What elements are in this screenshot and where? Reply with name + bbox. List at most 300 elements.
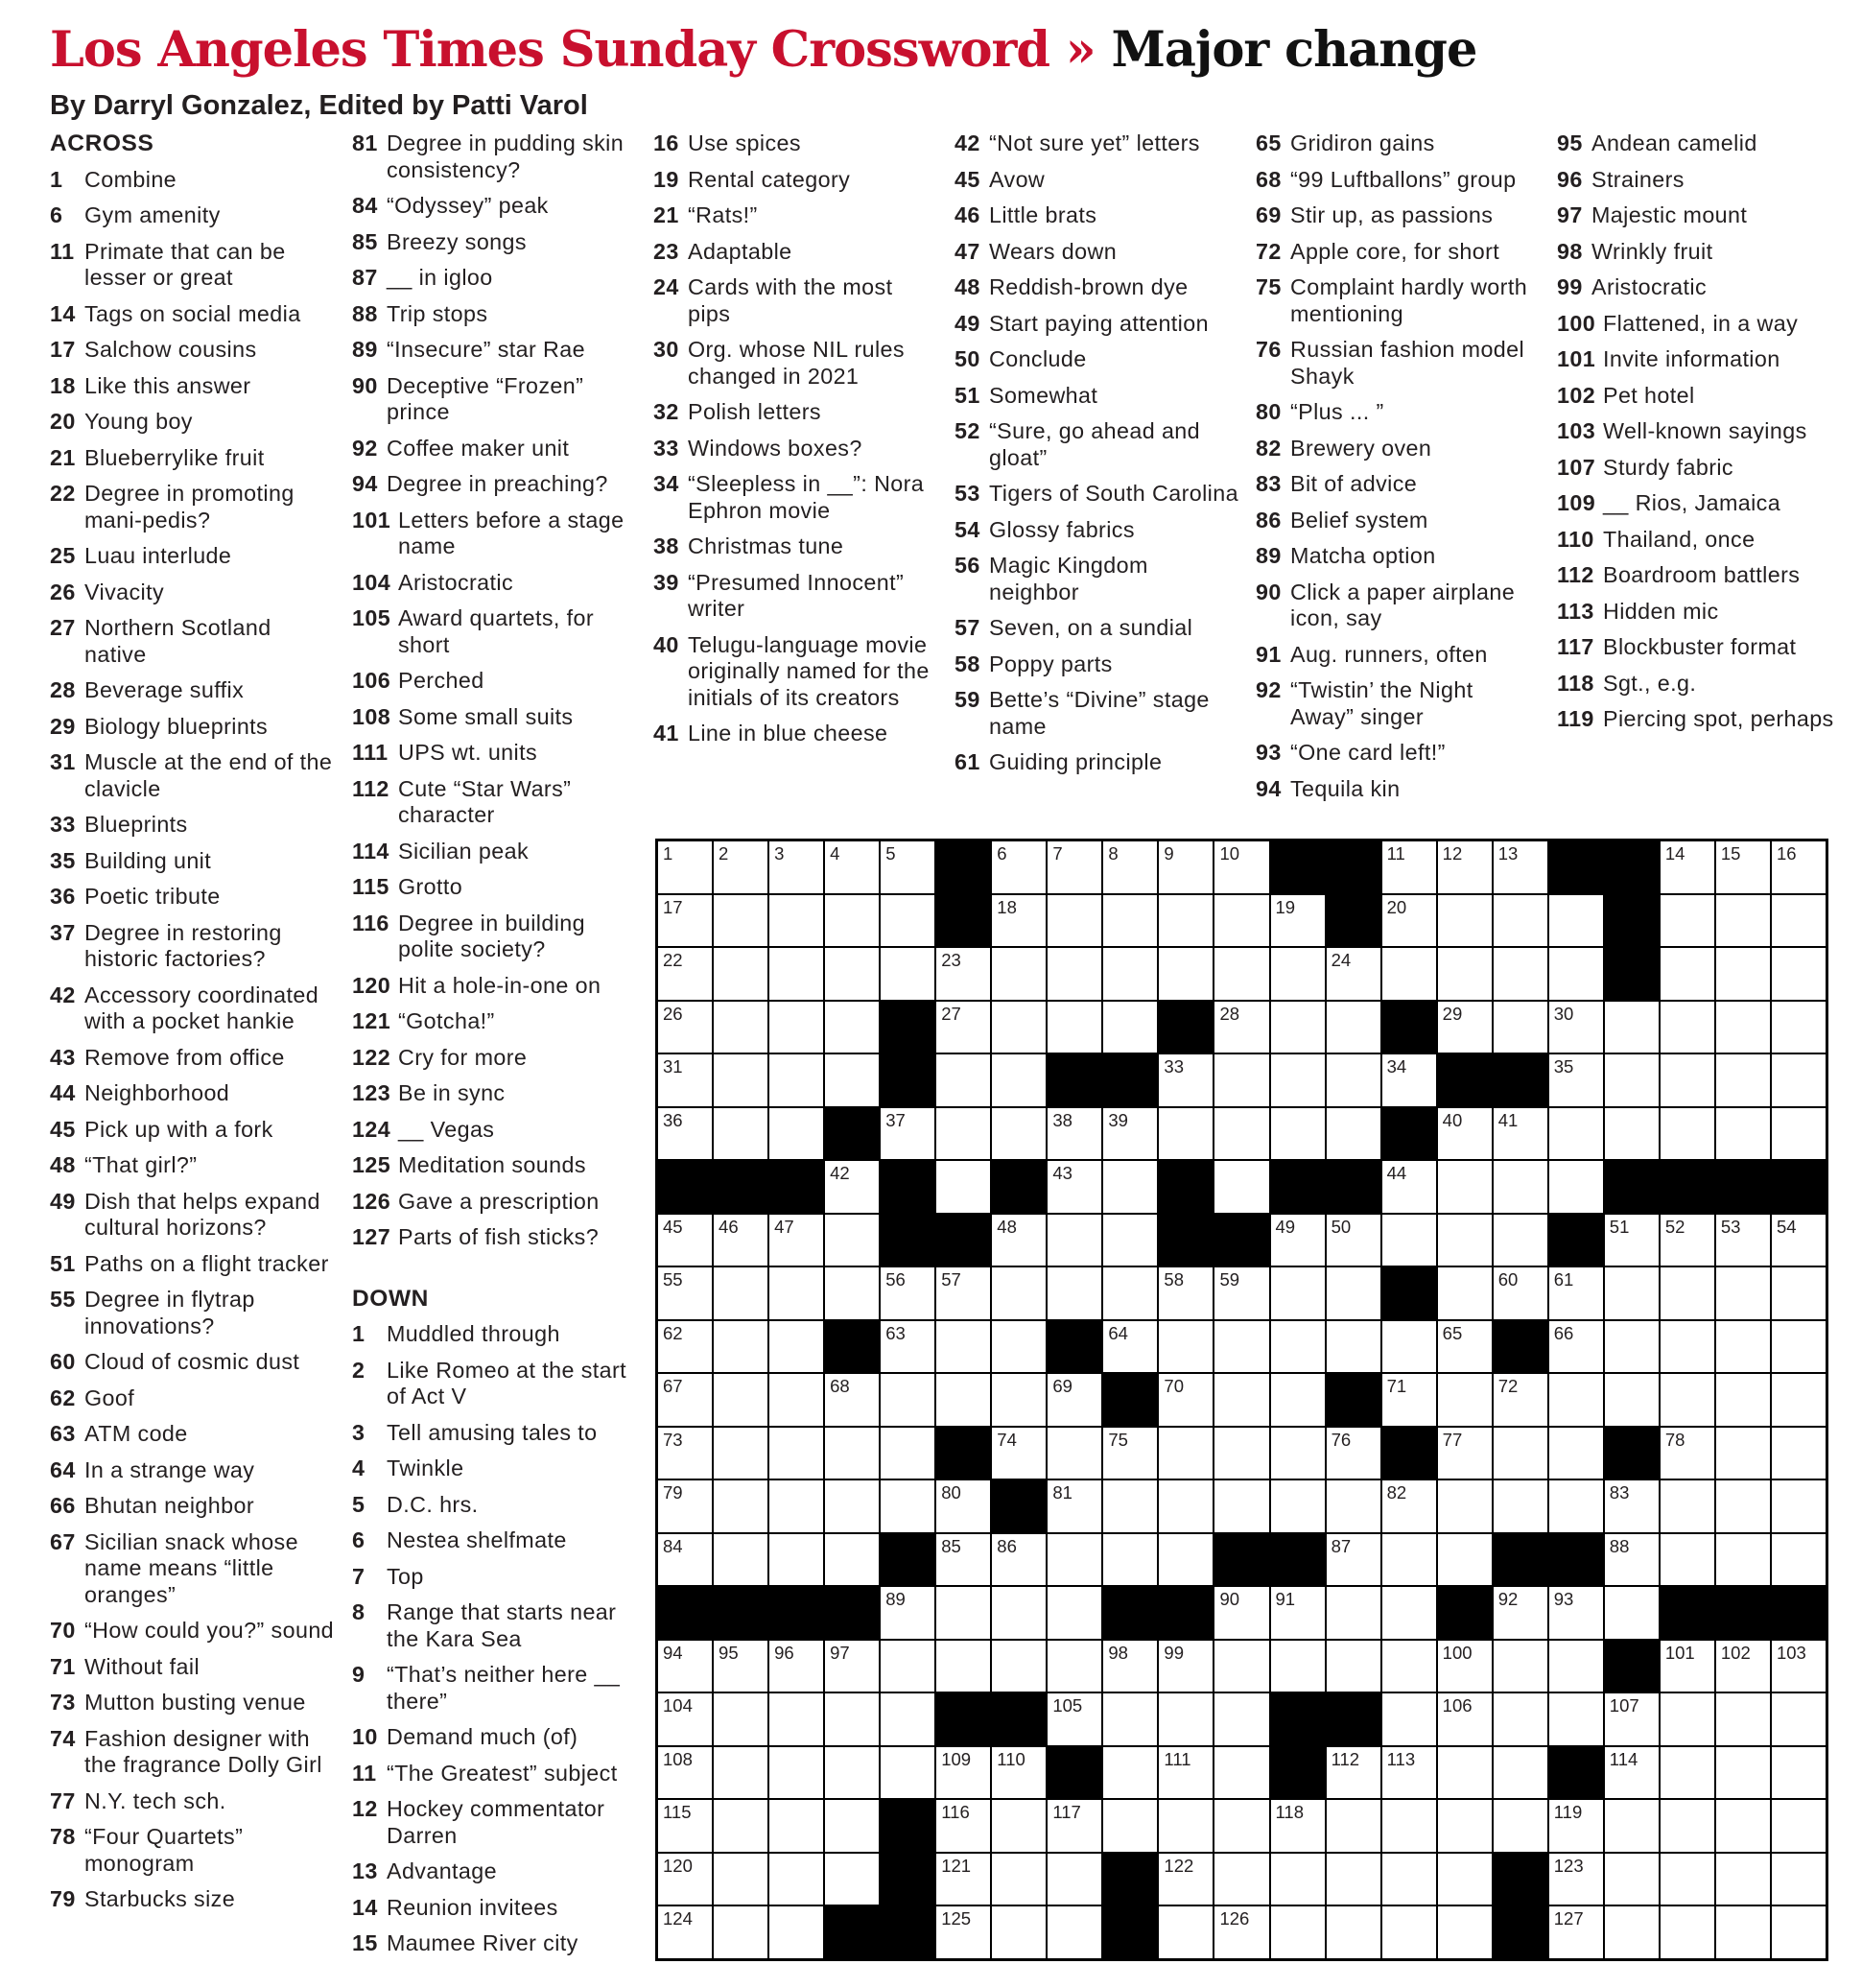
grid-cell[interactable] [658,1906,712,1958]
grid-cell[interactable] [1214,948,1268,1000]
grid-cell[interactable] [1048,1480,1101,1532]
grid-cell[interactable] [1327,1747,1380,1799]
grid-cell[interactable] [1716,1321,1770,1373]
grid-cell[interactable] [936,1161,990,1213]
grid-cell[interactable] [936,1108,990,1160]
grid-cell[interactable] [1103,1428,1157,1479]
grid-cell[interactable] [1048,1215,1101,1266]
grid-cell[interactable] [1605,1906,1659,1958]
grid-cell[interactable] [769,1002,823,1053]
grid-cell[interactable] [1772,948,1826,1000]
grid-cell[interactable] [992,948,1046,1000]
grid-cell[interactable] [1438,1854,1492,1905]
grid-cell[interactable] [825,1854,879,1905]
grid-cell[interactable] [936,1854,990,1905]
grid-cell[interactable] [1103,1321,1157,1373]
grid-cell[interactable] [992,1800,1046,1852]
grid-cell[interactable] [1716,1215,1770,1266]
grid-cell[interactable] [992,1641,1046,1692]
grid-cell[interactable] [881,1641,934,1692]
grid-cell[interactable] [1103,1215,1157,1266]
grid-cell[interactable] [1772,1800,1826,1852]
grid-cell[interactable] [936,1534,990,1586]
grid-cell[interactable] [936,1641,990,1692]
grid-cell[interactable] [1159,1534,1213,1586]
grid-cell[interactable] [992,1054,1046,1106]
grid-cell[interactable] [1159,1906,1213,1958]
grid-cell[interactable] [1103,895,1157,947]
grid-cell[interactable] [1382,1641,1436,1692]
grid-cell[interactable] [1271,1428,1325,1479]
grid-cell[interactable] [992,1747,1046,1799]
grid-cell[interactable] [1159,1747,1213,1799]
grid-cell[interactable] [1271,1002,1325,1053]
grid-cell[interactable] [714,1693,767,1745]
grid-cell[interactable] [658,1428,712,1479]
grid-cell[interactable] [1327,1428,1380,1479]
grid-cell[interactable] [1159,1321,1213,1373]
grid-cell[interactable] [1661,1321,1714,1373]
grid-cell[interactable] [1048,1267,1101,1319]
grid-cell[interactable] [714,1747,767,1799]
grid-cell[interactable] [1772,1267,1826,1319]
grid-cell[interactable] [658,1534,712,1586]
grid-cell[interactable] [714,1002,767,1053]
grid-cell[interactable] [1494,1267,1547,1319]
grid-cell[interactable] [1549,1108,1603,1160]
grid-cell[interactable] [1271,948,1325,1000]
grid-cell[interactable] [881,1108,934,1160]
grid-cell[interactable] [1438,1693,1492,1745]
grid-cell[interactable] [992,1267,1046,1319]
grid-cell[interactable] [1382,1587,1436,1639]
grid-cell[interactable] [1549,1374,1603,1426]
grid-cell[interactable] [1494,948,1547,1000]
grid-cell[interactable] [1382,841,1436,893]
grid-cell[interactable] [714,1321,767,1373]
grid-cell[interactable] [1772,1321,1826,1373]
grid-cell[interactable] [1327,1534,1380,1586]
grid-cell[interactable] [1327,1267,1380,1319]
grid-cell[interactable] [769,1906,823,1958]
grid-cell[interactable] [1772,895,1826,947]
grid-cell[interactable] [769,1428,823,1479]
grid-cell[interactable] [881,1587,934,1639]
grid-cell[interactable] [1772,1854,1826,1905]
grid-cell[interactable] [1661,1641,1714,1692]
grid-cell[interactable] [1271,1587,1325,1639]
grid-cell[interactable] [1661,841,1714,893]
grid-cell[interactable] [658,1215,712,1266]
grid-cell[interactable] [658,1747,712,1799]
grid-cell[interactable] [1605,1587,1659,1639]
grid-cell[interactable] [1048,1428,1101,1479]
grid-cell[interactable] [1048,895,1101,947]
grid-cell[interactable] [714,1906,767,1958]
grid-cell[interactable] [1438,1428,1492,1479]
grid-cell[interactable] [1549,1161,1603,1213]
grid-cell[interactable] [825,1641,879,1692]
grid-cell[interactable] [1438,1215,1492,1266]
grid-cell[interactable] [1382,1480,1436,1532]
grid-cell[interactable] [658,1693,712,1745]
grid-cell[interactable] [1159,948,1213,1000]
grid-cell[interactable] [1214,1747,1268,1799]
grid-cell[interactable] [714,1428,767,1479]
grid-cell[interactable] [1382,1534,1436,1586]
grid-cell[interactable] [936,1054,990,1106]
grid-cell[interactable] [1716,1800,1770,1852]
grid-cell[interactable] [1661,1534,1714,1586]
grid-cell[interactable] [1271,1854,1325,1905]
grid-cell[interactable] [1214,1267,1268,1319]
grid-cell[interactable] [1494,895,1547,947]
grid-cell[interactable] [1438,1480,1492,1532]
grid-cell[interactable] [1772,1054,1826,1106]
grid-cell[interactable] [1661,1854,1714,1905]
grid-cell[interactable] [658,1267,712,1319]
grid-cell[interactable] [658,1108,712,1160]
grid-cell[interactable] [1048,1906,1101,1958]
grid-cell[interactable] [1605,1534,1659,1586]
grid-cell[interactable] [714,1374,767,1426]
grid-cell[interactable] [658,1641,712,1692]
grid-cell[interactable] [1494,1374,1547,1426]
grid-cell[interactable] [769,1108,823,1160]
grid-cell[interactable] [1716,895,1770,947]
grid-cell[interactable] [1549,1641,1603,1692]
grid-cell[interactable] [1438,841,1492,893]
grid-cell[interactable] [1214,1002,1268,1053]
grid-cell[interactable] [1494,1587,1547,1639]
grid-cell[interactable] [936,1267,990,1319]
grid-cell[interactable] [769,1693,823,1745]
grid-cell[interactable] [1103,1693,1157,1745]
grid-cell[interactable] [1549,1906,1603,1958]
grid-cell[interactable] [1772,1693,1826,1745]
grid-cell[interactable] [658,1480,712,1532]
grid-cell[interactable] [1438,1108,1492,1160]
grid-cell[interactable] [769,1374,823,1426]
grid-cell[interactable] [769,948,823,1000]
grid-cell[interactable] [1214,1374,1268,1426]
grid-cell[interactable] [936,1587,990,1639]
grid-cell[interactable] [769,1534,823,1586]
grid-cell[interactable] [1382,1854,1436,1905]
grid-cell[interactable] [714,948,767,1000]
grid-cell[interactable] [1661,895,1714,947]
grid-cell[interactable] [1382,1747,1436,1799]
grid-cell[interactable] [936,1747,990,1799]
grid-cell[interactable] [1605,1215,1659,1266]
grid-cell[interactable] [1549,1693,1603,1745]
grid-cell[interactable] [1048,841,1101,893]
grid-cell[interactable] [1214,1161,1268,1213]
grid-cell[interactable] [1327,1587,1380,1639]
grid-cell[interactable] [1716,1480,1770,1532]
grid-cell[interactable] [825,1267,879,1319]
grid-cell[interactable] [1271,1800,1325,1852]
grid-cell[interactable] [1661,1002,1714,1053]
grid-cell[interactable] [1438,1161,1492,1213]
grid-cell[interactable] [1103,841,1157,893]
grid-cell[interactable] [1271,1108,1325,1160]
grid-cell[interactable] [1605,1854,1659,1905]
grid-cell[interactable] [1494,1108,1547,1160]
grid-cell[interactable] [1103,1747,1157,1799]
grid-cell[interactable] [825,895,879,947]
grid-cell[interactable] [825,1534,879,1586]
grid-cell[interactable] [881,1747,934,1799]
grid-cell[interactable] [1549,1800,1603,1852]
grid-cell[interactable] [1772,1906,1826,1958]
grid-cell[interactable] [1327,1854,1380,1905]
grid-cell[interactable] [1716,1747,1770,1799]
grid-cell[interactable] [1103,1480,1157,1532]
grid-cell[interactable] [881,1374,934,1426]
grid-cell[interactable] [1438,1641,1492,1692]
grid-cell[interactable] [1159,1108,1213,1160]
grid-cell[interactable] [1048,1534,1101,1586]
grid-cell[interactable] [1214,1854,1268,1905]
grid-cell[interactable] [1772,841,1826,893]
grid-cell[interactable] [769,1321,823,1373]
grid-cell[interactable] [1271,1321,1325,1373]
grid-cell[interactable] [881,895,934,947]
grid-cell[interactable] [1214,1800,1268,1852]
grid-cell[interactable] [1271,1641,1325,1692]
grid-cell[interactable] [1494,1161,1547,1213]
grid-cell[interactable] [1494,1747,1547,1799]
grid-cell[interactable] [1327,1054,1380,1106]
grid-cell[interactable] [1271,895,1325,947]
grid-cell[interactable] [1159,1374,1213,1426]
grid-cell[interactable] [992,1108,1046,1160]
grid-cell[interactable] [1605,1800,1659,1852]
grid-cell[interactable] [769,1480,823,1532]
grid-cell[interactable] [1549,1480,1603,1532]
grid-cell[interactable] [1327,1002,1380,1053]
grid-cell[interactable] [1438,1374,1492,1426]
grid-cell[interactable] [1214,1906,1268,1958]
grid-cell[interactable] [1214,1480,1268,1532]
grid-cell[interactable] [1382,1374,1436,1426]
grid-cell[interactable] [714,1215,767,1266]
grid-cell[interactable] [992,1906,1046,1958]
grid-cell[interactable] [714,1854,767,1905]
grid-cell[interactable] [769,1267,823,1319]
grid-cell[interactable] [1661,1428,1714,1479]
grid-cell[interactable] [825,1693,879,1745]
grid-cell[interactable] [1159,1693,1213,1745]
grid-cell[interactable] [1214,1321,1268,1373]
grid-cell[interactable] [769,1747,823,1799]
grid-cell[interactable] [1716,1108,1770,1160]
grid-cell[interactable] [1716,1641,1770,1692]
grid-cell[interactable] [936,1002,990,1053]
grid-cell[interactable] [1772,1428,1826,1479]
grid-cell[interactable] [1605,1321,1659,1373]
grid-cell[interactable] [1327,1108,1380,1160]
grid-cell[interactable] [1382,1161,1436,1213]
grid-cell[interactable] [658,1054,712,1106]
grid-cell[interactable] [992,1374,1046,1426]
grid-cell[interactable] [992,1587,1046,1639]
grid-cell[interactable] [658,1800,712,1852]
grid-cell[interactable] [1048,1002,1101,1053]
grid-cell[interactable] [1494,1002,1547,1053]
grid-cell[interactable] [1048,1854,1101,1905]
grid-cell[interactable] [1661,1906,1714,1958]
grid-cell[interactable] [1103,1002,1157,1053]
grid-cell[interactable] [1661,1267,1714,1319]
grid-cell[interactable] [1271,1054,1325,1106]
grid-cell[interactable] [1159,1800,1213,1852]
grid-cell[interactable] [769,1215,823,1266]
grid-cell[interactable] [1605,1747,1659,1799]
grid-cell[interactable] [992,1215,1046,1266]
grid-cell[interactable] [658,1321,712,1373]
grid-cell[interactable] [1271,1906,1325,1958]
grid-cell[interactable] [1438,948,1492,1000]
grid-cell[interactable] [1549,1854,1603,1905]
grid-cell[interactable] [1159,1428,1213,1479]
grid-cell[interactable] [714,1534,767,1586]
grid-cell[interactable] [936,1906,990,1958]
grid-cell[interactable] [825,1800,879,1852]
grid-cell[interactable] [1494,841,1547,893]
grid-cell[interactable] [992,1428,1046,1479]
grid-cell[interactable] [1494,1215,1547,1266]
grid-cell[interactable] [936,1800,990,1852]
grid-cell[interactable] [1494,1641,1547,1692]
grid-cell[interactable] [714,895,767,947]
grid-cell[interactable] [1716,1054,1770,1106]
grid-cell[interactable] [714,1480,767,1532]
grid-cell[interactable] [714,1108,767,1160]
grid-cell[interactable] [658,895,712,947]
grid-cell[interactable] [881,1321,934,1373]
grid-cell[interactable] [1438,895,1492,947]
grid-cell[interactable] [1716,1906,1770,1958]
grid-cell[interactable] [658,1854,712,1905]
grid-cell[interactable] [1103,1641,1157,1692]
grid-cell[interactable] [1103,948,1157,1000]
grid-cell[interactable] [658,1002,712,1053]
grid-cell[interactable] [1549,948,1603,1000]
grid-cell[interactable] [825,1747,879,1799]
grid-cell[interactable] [1716,1428,1770,1479]
grid-cell[interactable] [769,895,823,947]
grid-cell[interactable] [1382,948,1436,1000]
grid-cell[interactable] [1214,1428,1268,1479]
grid-cell[interactable] [1048,1587,1101,1639]
grid-cell[interactable] [1214,1108,1268,1160]
grid-cell[interactable] [1103,1267,1157,1319]
grid-cell[interactable] [1661,1108,1714,1160]
grid-cell[interactable] [1438,1002,1492,1053]
grid-cell[interactable] [1214,841,1268,893]
grid-cell[interactable] [825,1374,879,1426]
grid-cell[interactable] [1494,1480,1547,1532]
grid-cell[interactable] [1103,1534,1157,1586]
grid-cell[interactable] [1549,1587,1603,1639]
grid-cell[interactable] [1438,1534,1492,1586]
grid-cell[interactable] [1271,1480,1325,1532]
grid-cell[interactable] [1605,1693,1659,1745]
grid-cell[interactable] [1159,1267,1213,1319]
grid-cell[interactable] [992,895,1046,947]
grid-cell[interactable] [1772,1002,1826,1053]
grid-cell[interactable] [1271,1374,1325,1426]
grid-cell[interactable] [1214,1693,1268,1745]
grid-cell[interactable] [769,1854,823,1905]
grid-cell[interactable] [881,1267,934,1319]
grid-cell[interactable] [769,841,823,893]
grid-cell[interactable] [1214,1641,1268,1692]
grid-cell[interactable] [1716,948,1770,1000]
grid-cell[interactable] [1549,895,1603,947]
grid-cell[interactable] [881,1480,934,1532]
grid-cell[interactable] [714,1800,767,1852]
grid-cell[interactable] [1716,1267,1770,1319]
grid-cell[interactable] [1661,1054,1714,1106]
grid-cell[interactable] [1327,1641,1380,1692]
grid-cell[interactable] [714,1267,767,1319]
grid-cell[interactable] [1605,1002,1659,1053]
grid-cell[interactable] [1772,1641,1826,1692]
grid-cell[interactable] [1103,1161,1157,1213]
grid-cell[interactable] [1382,1693,1436,1745]
grid-cell[interactable] [1159,1641,1213,1692]
grid-cell[interactable] [825,1215,879,1266]
grid-cell[interactable] [1048,1108,1101,1160]
grid-cell[interactable] [1549,1267,1603,1319]
grid-cell[interactable] [1772,1108,1826,1160]
grid-cell[interactable] [1661,1693,1714,1745]
grid-cell[interactable] [1327,1906,1380,1958]
grid-cell[interactable] [881,1693,934,1745]
grid-cell[interactable] [992,841,1046,893]
grid-cell[interactable] [1048,1800,1101,1852]
grid-cell[interactable] [658,1374,712,1426]
grid-cell[interactable] [1549,1002,1603,1053]
grid-cell[interactable] [658,948,712,1000]
grid-cell[interactable] [1605,1108,1659,1160]
grid-cell[interactable] [1382,1215,1436,1266]
grid-cell[interactable] [825,1428,879,1479]
grid-cell[interactable] [1772,1747,1826,1799]
grid-cell[interactable] [1382,1800,1436,1852]
grid-cell[interactable] [1327,1215,1380,1266]
grid-cell[interactable] [1048,1693,1101,1745]
grid-cell[interactable] [1159,1854,1213,1905]
grid-cell[interactable] [1716,1693,1770,1745]
grid-cell[interactable] [1716,1002,1770,1053]
grid-cell[interactable] [1772,1534,1826,1586]
grid-cell[interactable] [1716,1854,1770,1905]
grid-cell[interactable] [1661,1480,1714,1532]
grid-cell[interactable] [825,1002,879,1053]
grid-cell[interactable] [1327,1480,1380,1532]
grid-cell[interactable] [1159,841,1213,893]
grid-cell[interactable] [1214,895,1268,947]
grid-cell[interactable] [1438,1747,1492,1799]
grid-cell[interactable] [1549,1428,1603,1479]
grid-cell[interactable] [1103,1108,1157,1160]
grid-cell[interactable] [881,1428,934,1479]
grid-cell[interactable] [1605,1054,1659,1106]
